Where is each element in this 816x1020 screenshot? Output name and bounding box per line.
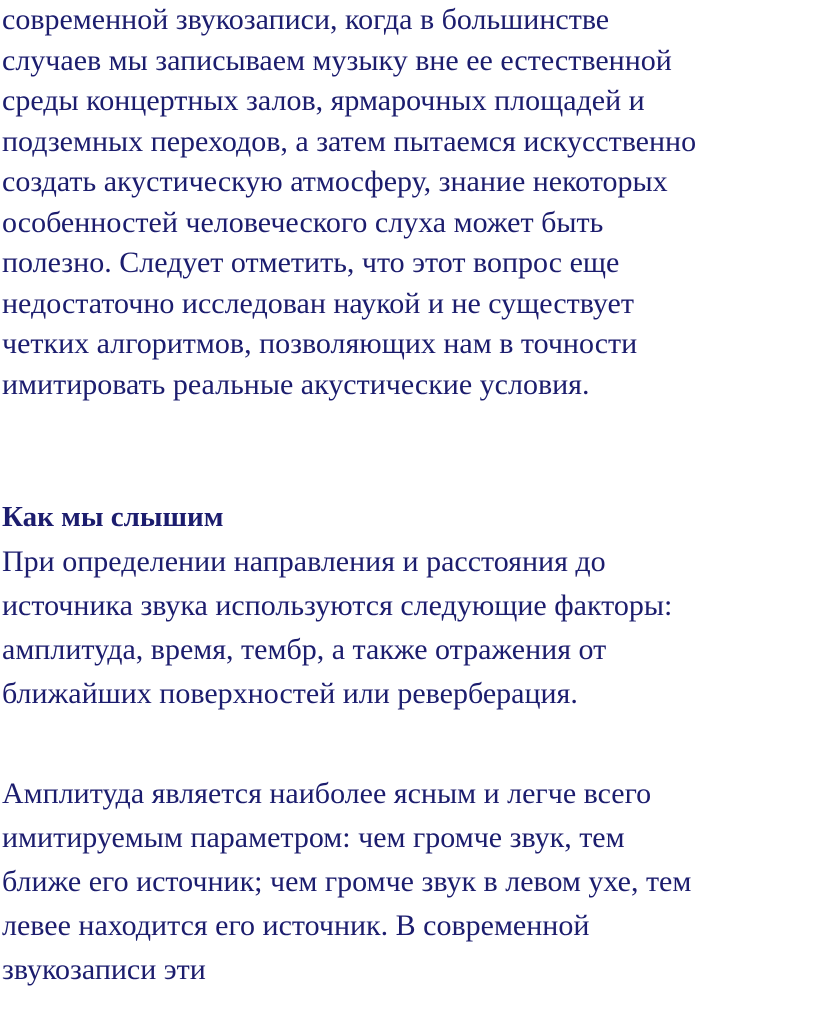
paragraph-line: среды концертных залов, ярмарочных площадей и bbox=[2, 84, 645, 117]
paragraph-line: подземных переходов, а затем пытаемся искусственно bbox=[2, 124, 697, 158]
paragraph-line: имитируемым параметром: чем громче звук, тем bbox=[2, 821, 625, 854]
amplitude-paragraph bbox=[2, 772, 814, 992]
paragraph-line: ближайших поверхностей или реверберация. bbox=[2, 677, 578, 710]
section-heading: Как мы слышим bbox=[2, 501, 224, 533]
paragraph-line: левее находится его источник. В современной bbox=[2, 909, 590, 942]
paragraph-line: ближе его источник; чем громче звук в левом ухе, тем bbox=[2, 865, 692, 898]
paragraph-line: четких алгоритмов, позволяющих нам в точности bbox=[2, 327, 638, 360]
paragraph-line: звукозаписи эти bbox=[2, 953, 206, 986]
paragraph-line: полезно. Следует отметить, что этот вопрос еще bbox=[2, 246, 620, 279]
paragraph-line: Амплитуда является наиболее ясным и легче всего bbox=[2, 777, 652, 810]
paragraph-line: амплитуда, время, тембр, а также отражения от bbox=[2, 633, 607, 666]
paragraph-line: случаев мы записываем музыку вне ее естественной bbox=[2, 43, 672, 77]
paragraph-line: особенностей человеческого слуха может быть bbox=[2, 205, 604, 239]
factors-paragraph bbox=[2, 540, 814, 716]
paragraph-line: имитировать реальные акустические условия. bbox=[2, 367, 590, 401]
paragraph-line: При определении направления и расстояния до bbox=[2, 545, 606, 578]
paragraph-line: современной звукозаписи, когда в большинстве bbox=[2, 3, 610, 36]
paragraph-line: недостаточно исследован наукой и не существует bbox=[2, 286, 634, 320]
intro-paragraph bbox=[2, 0, 814, 405]
paragraph-line: источника звука используются следующие факторы: bbox=[2, 589, 673, 622]
paragraph-line: создать акустическую атмосферу, знание некоторых bbox=[2, 165, 668, 198]
